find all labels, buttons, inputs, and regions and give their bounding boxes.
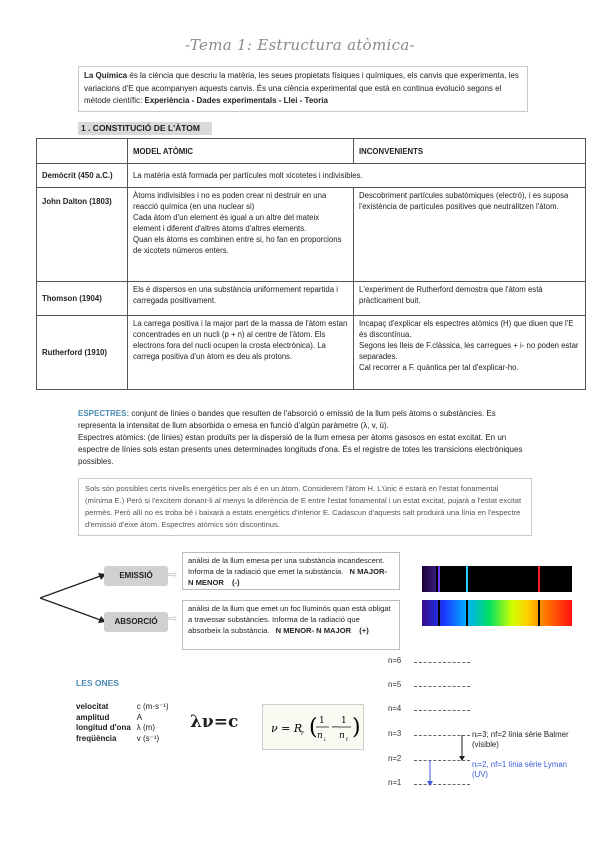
mag-symbol: A: [136, 712, 143, 722]
table-row: [76, 702, 175, 713]
mag-name: amplitud: [76, 712, 110, 722]
mag-symbol: v (s⁻¹): [136, 733, 160, 743]
wave-magnitudes-table: [76, 702, 175, 744]
rydberg-formula-graphic: [263, 705, 363, 749]
level-n3: n=3: [388, 729, 402, 738]
emissio-desc: anàlisi de la llum emesa per una substància incandescent. Informa de la radiació que emet la substància.: [188, 556, 385, 576]
emission-spectrum-image: [422, 566, 572, 592]
mag-name: velocitat: [76, 702, 109, 711]
svg-text:1: 1: [319, 716, 325, 726]
table-row: [37, 188, 586, 282]
row-name: John Dalton (1803): [37, 188, 128, 282]
svg-text:(: (: [309, 715, 318, 740]
mag-name: freqüència: [76, 733, 117, 743]
table-header-inconv: INCONVENIENTS: [354, 139, 586, 164]
table-row: [37, 282, 586, 316]
absorcio-desc: anàlisi de la llum que emet un foc lluminós quan està obligat a travessar substàncies. Informa de la radiació que absorbeix la substància.: [188, 604, 391, 635]
intro-bold: La Química: [84, 71, 128, 80]
row-model: Àtoms indivisibles i no es poden crear ni destruir en una reacció química (en una nuclear si) Cada àtom d'un element és igual a un altre del mateix element i diferent d'altres àtoms d'altres elements. Quan els àtoms es combinen entre si, ho fan en proporcions de xicotets números enters.: [128, 188, 354, 282]
level-n6: n=6: [388, 656, 402, 665]
svg-text:): ): [352, 715, 361, 740]
espectres-atomics: Espectres atòmics: (de línies) estan produïts per la dispersió de la llum emesa per àtoms gasosos en estat excitat. En un espectre de línies sols estan presents unes determinades longituds d'ona. És el registre de totes les transicions electròniques possibles.: [78, 433, 523, 466]
table-row: [76, 734, 175, 745]
row-model: Els é dispersos en una substància uniformement repartida i carregada positivament.: [128, 282, 354, 316]
level-line: [414, 686, 470, 687]
absorcio-desc-box: [182, 600, 400, 650]
svg-text:i: i: [324, 737, 326, 743]
mag-symbol: c (m·s⁻¹): [136, 702, 169, 711]
row-inconv: L'experiment de Rutherford demostra que l'àtom està pràcticament buit.: [354, 282, 586, 316]
svg-text:1: 1: [341, 716, 347, 726]
svg-text:n: n: [339, 731, 345, 741]
table-row: [37, 316, 586, 390]
emissio-label: EMISSIÓ: [104, 566, 168, 586]
transition-arrows: [420, 730, 480, 790]
table-row: [76, 713, 175, 724]
intro-method: Experiència - Dades experimentals - Llei - Teoria: [144, 96, 328, 105]
level-line: [414, 662, 470, 663]
espectres-def: conjunt de línies o bandes que resulten de l'absorció o emissió de la llum pels àtoms o substàncies. Es representa la intensitat de llum absorbida o emesa en funció d'algún paràmetre (λ, v, ū).: [78, 409, 496, 430]
intro-text: és la ciència que descriu la matèria, les seues propietats físiques i químiques, els canvis que experimenta, les variacions d'E que acompanyen aquests canvis. És una ciència experimental que està en continua evolució segons el mètode científic:: [84, 71, 519, 105]
row-name: Demòcrit (450 a.C.): [37, 164, 128, 188]
level-line: [414, 710, 470, 711]
svg-text:−: −: [331, 722, 340, 733]
section-heading: 1 . CONSTITUCIÓ DE L'ÀTOM: [78, 122, 212, 135]
svg-text:ν = R: ν = R: [271, 722, 303, 735]
emissio-arrow-icon: ⇨: [168, 569, 178, 581]
absorcio-arrow-icon: ⇨: [168, 613, 178, 625]
balmer-label: nᵢ=3; nf=2 línia sèrie Balmer (visible): [472, 730, 569, 749]
svg-text:n: n: [317, 731, 323, 741]
absorcio-sign: (+): [359, 626, 369, 635]
absorption-spectrum-image: [422, 600, 572, 626]
svg-text:r: r: [301, 730, 304, 737]
rydberg-equation: [262, 704, 364, 750]
table-header-empty: [37, 139, 128, 164]
emissio-rule: N MAJOR- N MENOR: [188, 567, 388, 587]
ones-title: LES ONES: [76, 678, 119, 688]
level-n5: n=5: [388, 680, 402, 689]
table-row: [76, 723, 175, 734]
row-name: Thomson (1904): [37, 282, 128, 316]
espectres-keyword: ESPECTRES:: [78, 409, 130, 418]
level-n4: n=4: [388, 704, 402, 713]
mag-symbol: λ (m): [136, 723, 155, 732]
atom-models-table: [36, 138, 586, 390]
page-title: -Tema 1: Estructura atòmica-: [185, 36, 415, 54]
mag-name: longitud d'ona: [76, 723, 131, 732]
row-inconv: Incapaç d'explicar els espectres atòmics (H) que diuen que l'E és discontínua. Segons les lleis de F.clàssica, les carregues + i- no poden estar separades. Cal recorrer a F. quàntica per tal d'explicar-ho.: [354, 316, 586, 390]
espectres-paragraph: [78, 408, 530, 468]
wave-equation: λν=c: [190, 712, 239, 732]
level-n1: n=1: [388, 778, 402, 787]
row-model: La matèria està formada per partícules molt xicotetes i indivisibles.: [128, 164, 586, 188]
intro-box: [78, 66, 528, 112]
svg-text:f: f: [346, 737, 348, 743]
lyman-label: nᵢ=2, nf=1 línia sèrie Lyman (UV): [472, 760, 567, 779]
row-model: La carrega positiva i la major part de la massa de l'àtom estan concentrades en un nucli (p + n) al centre de l'àtom. Els electrons fora del nucli ocupen la crosta electrònica). La carrega positiva d'un àtom es deu als protons.: [128, 316, 354, 390]
level-n2: n=2: [388, 754, 402, 763]
absorcio-label: ABSORCIÓ: [104, 612, 168, 632]
emissio-desc-box: [182, 552, 400, 590]
emissio-sign: (-): [231, 578, 240, 587]
absorcio-rule: N MENOR- N MAJOR: [275, 626, 352, 635]
row-name: Rutherford (1910): [37, 316, 128, 390]
table-header-model: MODEL ATÒMIC: [128, 139, 354, 164]
row-inconv: Descobriment partícules subatòmiques (electró), i es suposa l'existència de partícules positives que neutralitzen l'àtom.: [354, 188, 586, 282]
energy-levels-note: Sols són possibles certs nivells energètics per als é en un àtom. Considerem l'àtom H. L'únic é estarà en l'estat fonamental (mínima E.) Però si l'excitem donant-li al menys la diferència de E entre l'estat fonamental i un estat excitat, pujarà a l'estat excitat permès. Però allí no es troba bé i baixarà a estats energètics d'inferior E. Cadascun d'aquests salt produirà una línia en l'espectre d'emissió d'eixe àtom. Espectres atòmics són discontinus.: [78, 478, 532, 536]
table-row: [37, 164, 586, 188]
table-header-row: [37, 139, 586, 164]
